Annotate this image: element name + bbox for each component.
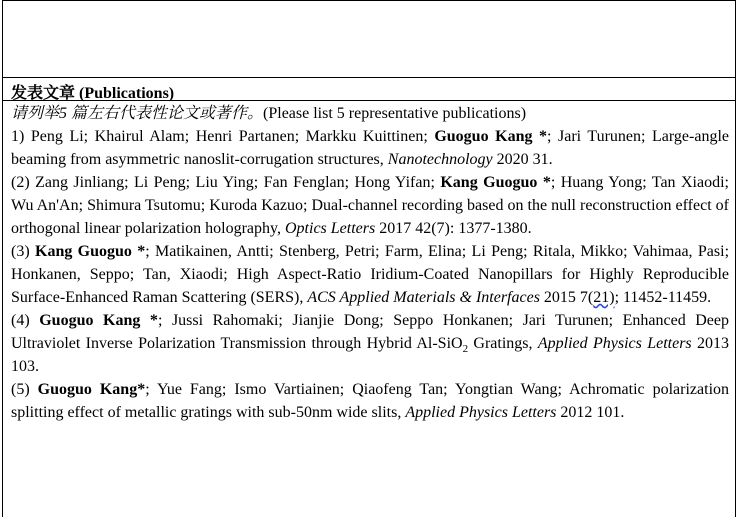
publication-2 bbox=[11, 171, 729, 240]
subscript: 2 bbox=[462, 343, 469, 356]
publication-number: (5) bbox=[11, 381, 38, 398]
publication-1 bbox=[11, 125, 729, 171]
publication-number: (2) bbox=[11, 174, 36, 191]
journal-name: Optics Letters bbox=[285, 220, 376, 237]
authors-and-title: ; Jussi Rahomaki; Jianjie Dong; Seppo Honkanen; Jari Turunen; Enhanced Deep Ultraviolet Inverse Polarization Transmission through Hybrid Al-SiO bbox=[11, 312, 730, 352]
journal-name: Applied Physics Letters bbox=[405, 404, 557, 421]
publications-form bbox=[2, 0, 736, 517]
instruction-chinese: 请列举5 篇左右代表性论文或著作。 bbox=[11, 105, 264, 122]
title-end: Gratings, bbox=[468, 335, 538, 352]
highlighted-author: Guoguo Kang* bbox=[37, 381, 146, 398]
authors-and-title: ; Jari Turunen; Large-angle beaming from asymmetric nanoslit-corrugation structures, bbox=[11, 128, 729, 168]
journal-name: Applied Physics Letters bbox=[537, 335, 692, 352]
highlighted-author: Kang Guoguo * bbox=[440, 174, 551, 191]
highlighted-author: Guoguo Kang * bbox=[434, 128, 548, 145]
instruction-line bbox=[11, 102, 729, 125]
publication-number: (3) bbox=[11, 243, 35, 260]
empty-table-cell bbox=[3, 0, 735, 78]
authors-and-title: ; Yue Fang; Ismo Vartiainen; Qiaofeng Tan; Yongtian Wang; Achromatic polarization splitting effect of metallic gratings with sub-50nm wide slits, bbox=[11, 381, 730, 421]
publication-details: 2020 31. bbox=[492, 151, 553, 168]
spellcheck-marked-text: 21) bbox=[593, 289, 615, 306]
publication-pages: ; 11452-11459. bbox=[614, 289, 712, 306]
highlighted-author: Guoguo Kang * bbox=[39, 312, 158, 329]
publication-number: (4) bbox=[11, 312, 40, 329]
publications-content bbox=[11, 102, 729, 424]
publication-4 bbox=[11, 309, 729, 378]
publication-details: 2017 42(7): 1377-1380. bbox=[375, 220, 532, 237]
section-header bbox=[3, 77, 735, 101]
publication-details: 2015 7( bbox=[539, 289, 594, 306]
instruction-english: (Please list 5 representative publications) bbox=[263, 105, 527, 122]
authors-before: Peng Li; Khairul Alam; Henri Partanen; Markku Kuittinen; bbox=[30, 128, 435, 145]
publication-3 bbox=[11, 240, 729, 309]
authors-and-title: ; Huang Yong; Tan Xiaodi; Wu An'An; Shimura Tsutomu; Kuroda Kazuo; Dual-channel recording based on the null reconstruction effect of orthogonal linear polarization holography, bbox=[11, 174, 729, 237]
authors-and-title: ; Matikainen, Antti; Stenberg, Petri; Farm, Elina; Li Peng; Ritala, Mikko; Vahimaa, Pasi; Honkanen, Seppo; Tan, Xiaodi; High Aspect-Ratio Iridium-Coated Nanopillars for Highly Reproducible Surface-Enhanced Raman Scattering (SERS), bbox=[11, 243, 730, 306]
publication-number: 1) bbox=[11, 128, 31, 145]
journal-name: ACS Applied Materials & Interfaces bbox=[307, 289, 540, 306]
publication-details: 2012 101. bbox=[556, 404, 625, 421]
journal-name: Nanotechnology bbox=[387, 151, 493, 168]
publication-5 bbox=[11, 378, 729, 424]
section-title: 发表文章 (Publications) bbox=[11, 85, 175, 102]
publication-details: 2013 103. bbox=[11, 335, 729, 375]
highlighted-author: Kang Guoguo * bbox=[35, 243, 146, 260]
authors-before: Zang Jinliang; Li Peng; Liu Ying; Fan Fenglan; Hong Yifan; bbox=[35, 174, 441, 191]
